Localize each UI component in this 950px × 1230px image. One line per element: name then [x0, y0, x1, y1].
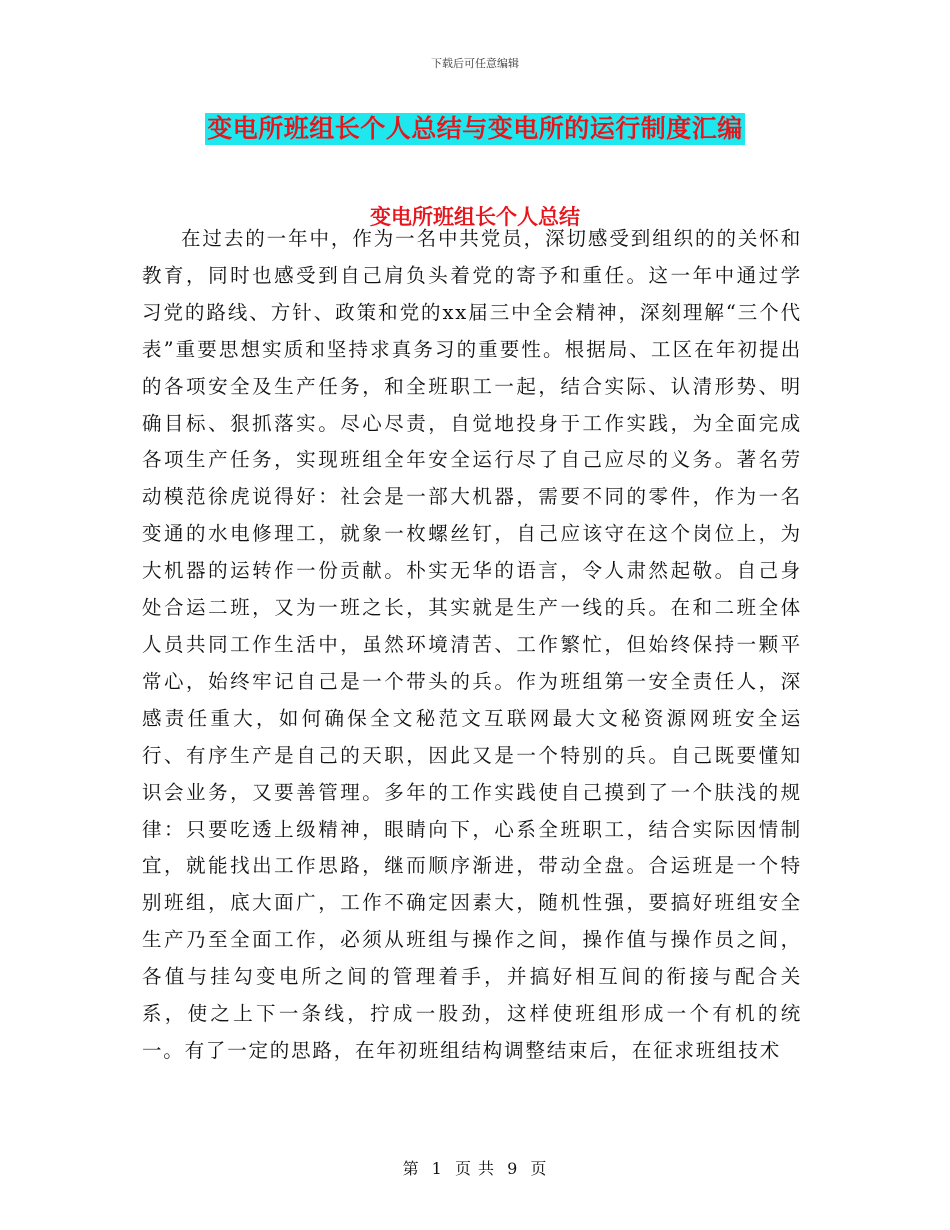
body-paragraph: 在过去的一年中，作为一名中共党员，深切感受到组织的的关怀和教育，同时也感受到自己肩负头着党的寄予和重任。这一年中通过学习党的路线、方针、政策和党的xx届三中全会精神，深刻理解“三个代表”重要思想实质和坚持求真务习的重要性。根据局、工区在年初提出的各项安全及生产任务，和全班职工一起，结合实际、认清形势、明确目标、狠抓落实。尽心尽责，自觉地投身于工作实践，为全面完成各项生产任务，实现班组全年安全运行尽了自己应尽的义务。著名劳动模范徐虎说得好：社会是一部大机器，需要不同的零件，作为一名变通的水电修理工，就象一枚螺丝钉，自己应该守在这个岗位上，为大机器的运转作一份贡献。朴实无华的语言，令人肃然起敬。自己身处合运二班，又为一班之长，其实就是生产一线的兵。在和二班全体人员共同工作生活中，虽然环境清苦、工作繁忙，但始终保持一颗平常心，始终牢记自己是一个带头的兵。作为班组第一安全责任人，深感责任重大，如何确保全文秘范文互联网最大文秘资源网班安全运行、有序生产是自己的天职，因此又是一个特别的兵。自己既要懂知识会业务，又要善管理。多年的工作实践使自己摸到了一个肤浅的规律：只要吃透上级精神，眼睛向下，心系全班职工，结合实际因情制宜，就能找出工作思路，继而顺序渐进，带动全盘。合运班是一个特别班组，底大面广，工作不确定因素大，随机性强，要搞好班组安全生产乃至全面工作，必须从班组与操作之间，操作值与操作员之间，各值与挂勾变电所之间的管理着手，并搞好相互间的衔接与配合关系，使之上下一条线，拧成一股劲，这样使班组形成一个有机的统一。有了一定的思路，在年初班组结构调整结束后，在征求班组技术: [142, 227, 802, 1062]
header-note: 下载后可任意编辑: [431, 57, 519, 70]
footer-current-page: 1: [431, 1159, 443, 1178]
footer-middle: 页 共: [454, 1159, 496, 1178]
section-title: 变电所班组长个人总结: [370, 204, 580, 229]
footer-total-pages: 9: [507, 1159, 519, 1178]
footer-prefix: 第: [402, 1159, 420, 1178]
page-footer: [0, 1156, 950, 1179]
main-title: 变电所班组长个人总结与变电所的运行制度汇编: [207, 114, 743, 143]
footer-suffix: 页: [530, 1159, 548, 1178]
main-title-wrapper: [0, 113, 950, 145]
